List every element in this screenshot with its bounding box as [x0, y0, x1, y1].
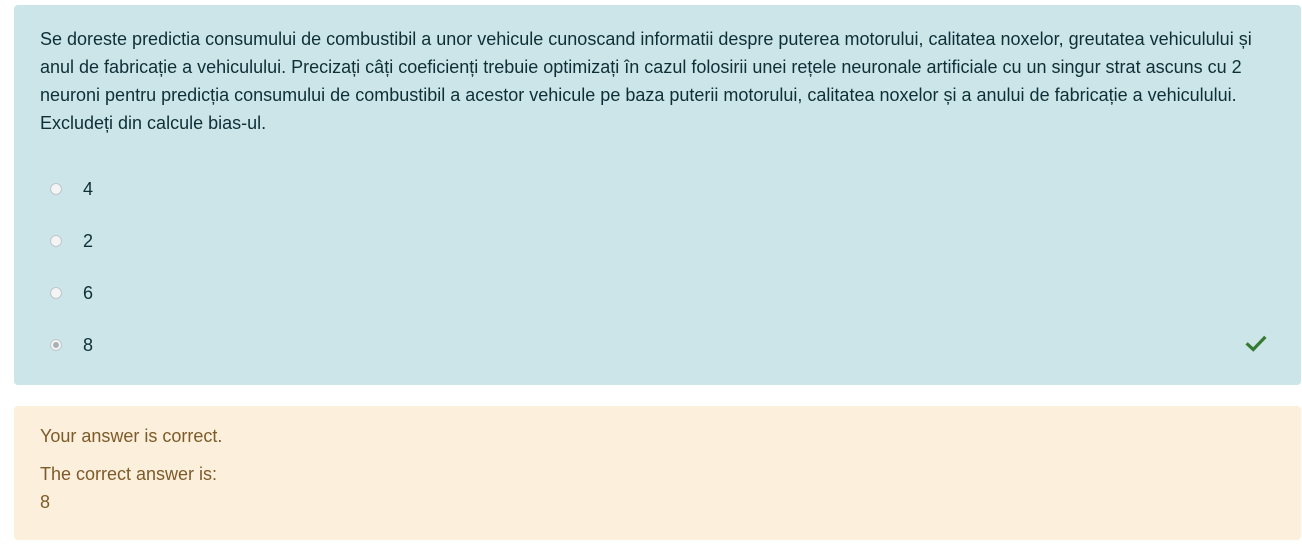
answer-label: 8 — [83, 335, 94, 355]
answer-list — [40, 163, 1275, 371]
answer-option-8[interactable] — [40, 319, 1275, 371]
radio-button[interactable] — [50, 287, 62, 299]
correct-answer-value: 8 — [40, 492, 51, 512]
answer-label: 2 — [83, 231, 94, 251]
correct-answer-label: The correct answer is: — [40, 464, 218, 484]
answer-option-6[interactable] — [40, 267, 1275, 319]
radio-button[interactable] — [50, 183, 62, 195]
radio-button[interactable] — [50, 235, 62, 247]
answer-label: 4 — [83, 179, 94, 199]
feedback-status: Your answer is correct. — [40, 426, 223, 446]
answer-option-2[interactable] — [40, 215, 1275, 267]
radio-button-selected[interactable] — [50, 339, 62, 351]
check-icon — [1245, 333, 1267, 355]
answer-option-4[interactable] — [40, 163, 1275, 215]
question-panel — [14, 5, 1301, 385]
feedback-panel — [14, 406, 1301, 540]
answer-label: 6 — [83, 283, 94, 303]
question-text: Se doreste predictia consumului de combustibil a unor vehicule cunoscand informatii despre puterea motorului, calitatea noxelor, greutatea vehiculului și anul de fabricație a vehiculului. Precizați câți coeficienți trebuie optimizați în cazul folosirii unei rețele neuronale artificiale cu un singur strat ascuns cu 2 neuroni pentru predicția consumului de combustibil a acestor vehicule pe baza puterii motorului, calitatea noxelor și a anului de fabricație a vehiculului. Excludeți din calcule bias-ul. — [40, 29, 1252, 133]
